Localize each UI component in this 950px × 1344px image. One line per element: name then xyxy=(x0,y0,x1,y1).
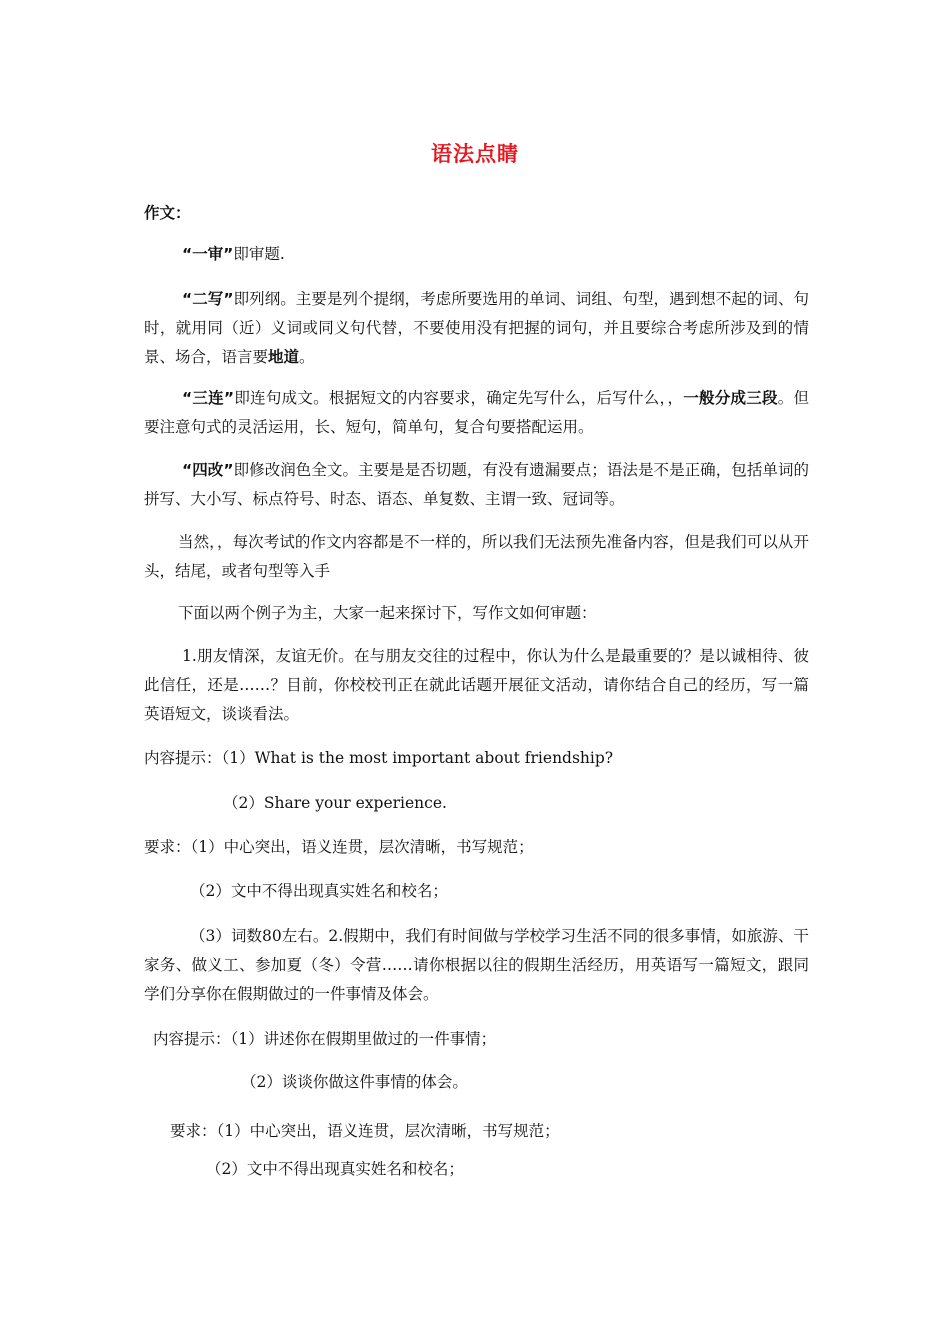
intro-line: 下面以两个例子为主，大家一起来探讨下，写作文如何审题： xyxy=(178,604,597,622)
example1-hint-label: 内容提示： xyxy=(144,749,222,767)
example2-hint2: （2）谈谈你做这件事情的体会。 xyxy=(241,1073,468,1091)
example1-req1: （1）中心突出，语义连贯，层次清晰，书写规范； xyxy=(190,838,534,856)
step-shen-text: 即审题. xyxy=(233,245,285,263)
step-lian xyxy=(144,384,809,442)
example2-req xyxy=(170,1117,560,1145)
step-gai-text: 即修改润色全文。主要是是否切题，有没有遗漏要点；语法是不是正确，包括单词的拼写、大小写、标点符号、时态、语态、单复数、主谓一致、冠词等。 xyxy=(144,461,810,508)
example1-text: 1.朋友情深，友谊无价。在与朋友交往的过程中，你认为什么是最重要的？是以诚相待、彼此信任，还是……？目前，你校校刊正在就此话题开展征文活动，请你结合自己的经历，写一篇英语短文，谈谈看法。 xyxy=(144,647,809,723)
example2-req-label: 要求： xyxy=(170,1122,217,1140)
step-xie-emphasis: 地道 xyxy=(268,348,300,366)
example2-hint1: （1）讲述你在假期里做过的一件事情； xyxy=(230,1030,497,1048)
step-gai xyxy=(144,456,809,514)
example1-req-label: 要求： xyxy=(144,838,191,856)
step-xie-label: “二写” xyxy=(182,290,234,308)
example2-req2: （2）文中不得出现真实姓名和校名； xyxy=(206,1160,464,1178)
example1-req2: （2）文中不得出现真实姓名和校名； xyxy=(190,882,448,900)
example1-req xyxy=(144,833,534,861)
step-shen-label: “一审” xyxy=(182,245,234,263)
step-xie xyxy=(144,285,809,372)
step-lian-end: 。但要注意句式的灵活运用，长、短句，简单句，复合句要搭配运用。 xyxy=(144,389,809,436)
step-xie-text: 即列纲。主要是列个提纲，考虑所要选用的单词、词组、句型，遇到想不起的词、句时，就用同（近）义词或同义句代替，不要使用没有把握的词句，并且要综合考虑所涉及到的情景、场合，语言要 xyxy=(144,290,810,366)
step-gai-label: “四改” xyxy=(182,461,234,479)
example1-req3-example2: （3）词数80左右。2.假期中，我们有时间做与学校学习生活不同的很多事情，如旅游、干家务、做义工、参加夏（冬）令营……请你根据以往的假期生活经历，用英语写一篇短文，跟同学们分享你在假期做过的一件事情及体会。 xyxy=(144,927,809,1003)
step-lian-emphasis: 一般分成三段 xyxy=(683,389,778,407)
step-lian-label: “三连” xyxy=(182,389,235,407)
example2-hint xyxy=(153,1025,496,1053)
step-lian-text: 即连句成文。根据短文的内容要求，确定先写什么，后写什么，， xyxy=(234,389,684,407)
step-xie-end: 。 xyxy=(299,348,315,366)
section-heading: 作文： xyxy=(144,204,191,222)
step-shen xyxy=(144,240,809,269)
example2-hint-label: 内容提示： xyxy=(153,1030,231,1048)
example1-hint xyxy=(144,744,613,772)
example1-hint2: （2）Share your experience. xyxy=(223,794,447,812)
example1-hint1: （1）What is the most important about friendship? xyxy=(221,749,614,767)
page-title: 语法点睛 xyxy=(431,142,519,166)
intro-paragraph: 当然，，每次考试的作文内容都是不一样的，所以我们无法预先准备内容，但是我们可以从开头，结尾，或者句型等入手 xyxy=(144,533,809,580)
example2-req1: （1）中心突出，语义连贯，层次清晰，书写规范； xyxy=(216,1122,560,1140)
